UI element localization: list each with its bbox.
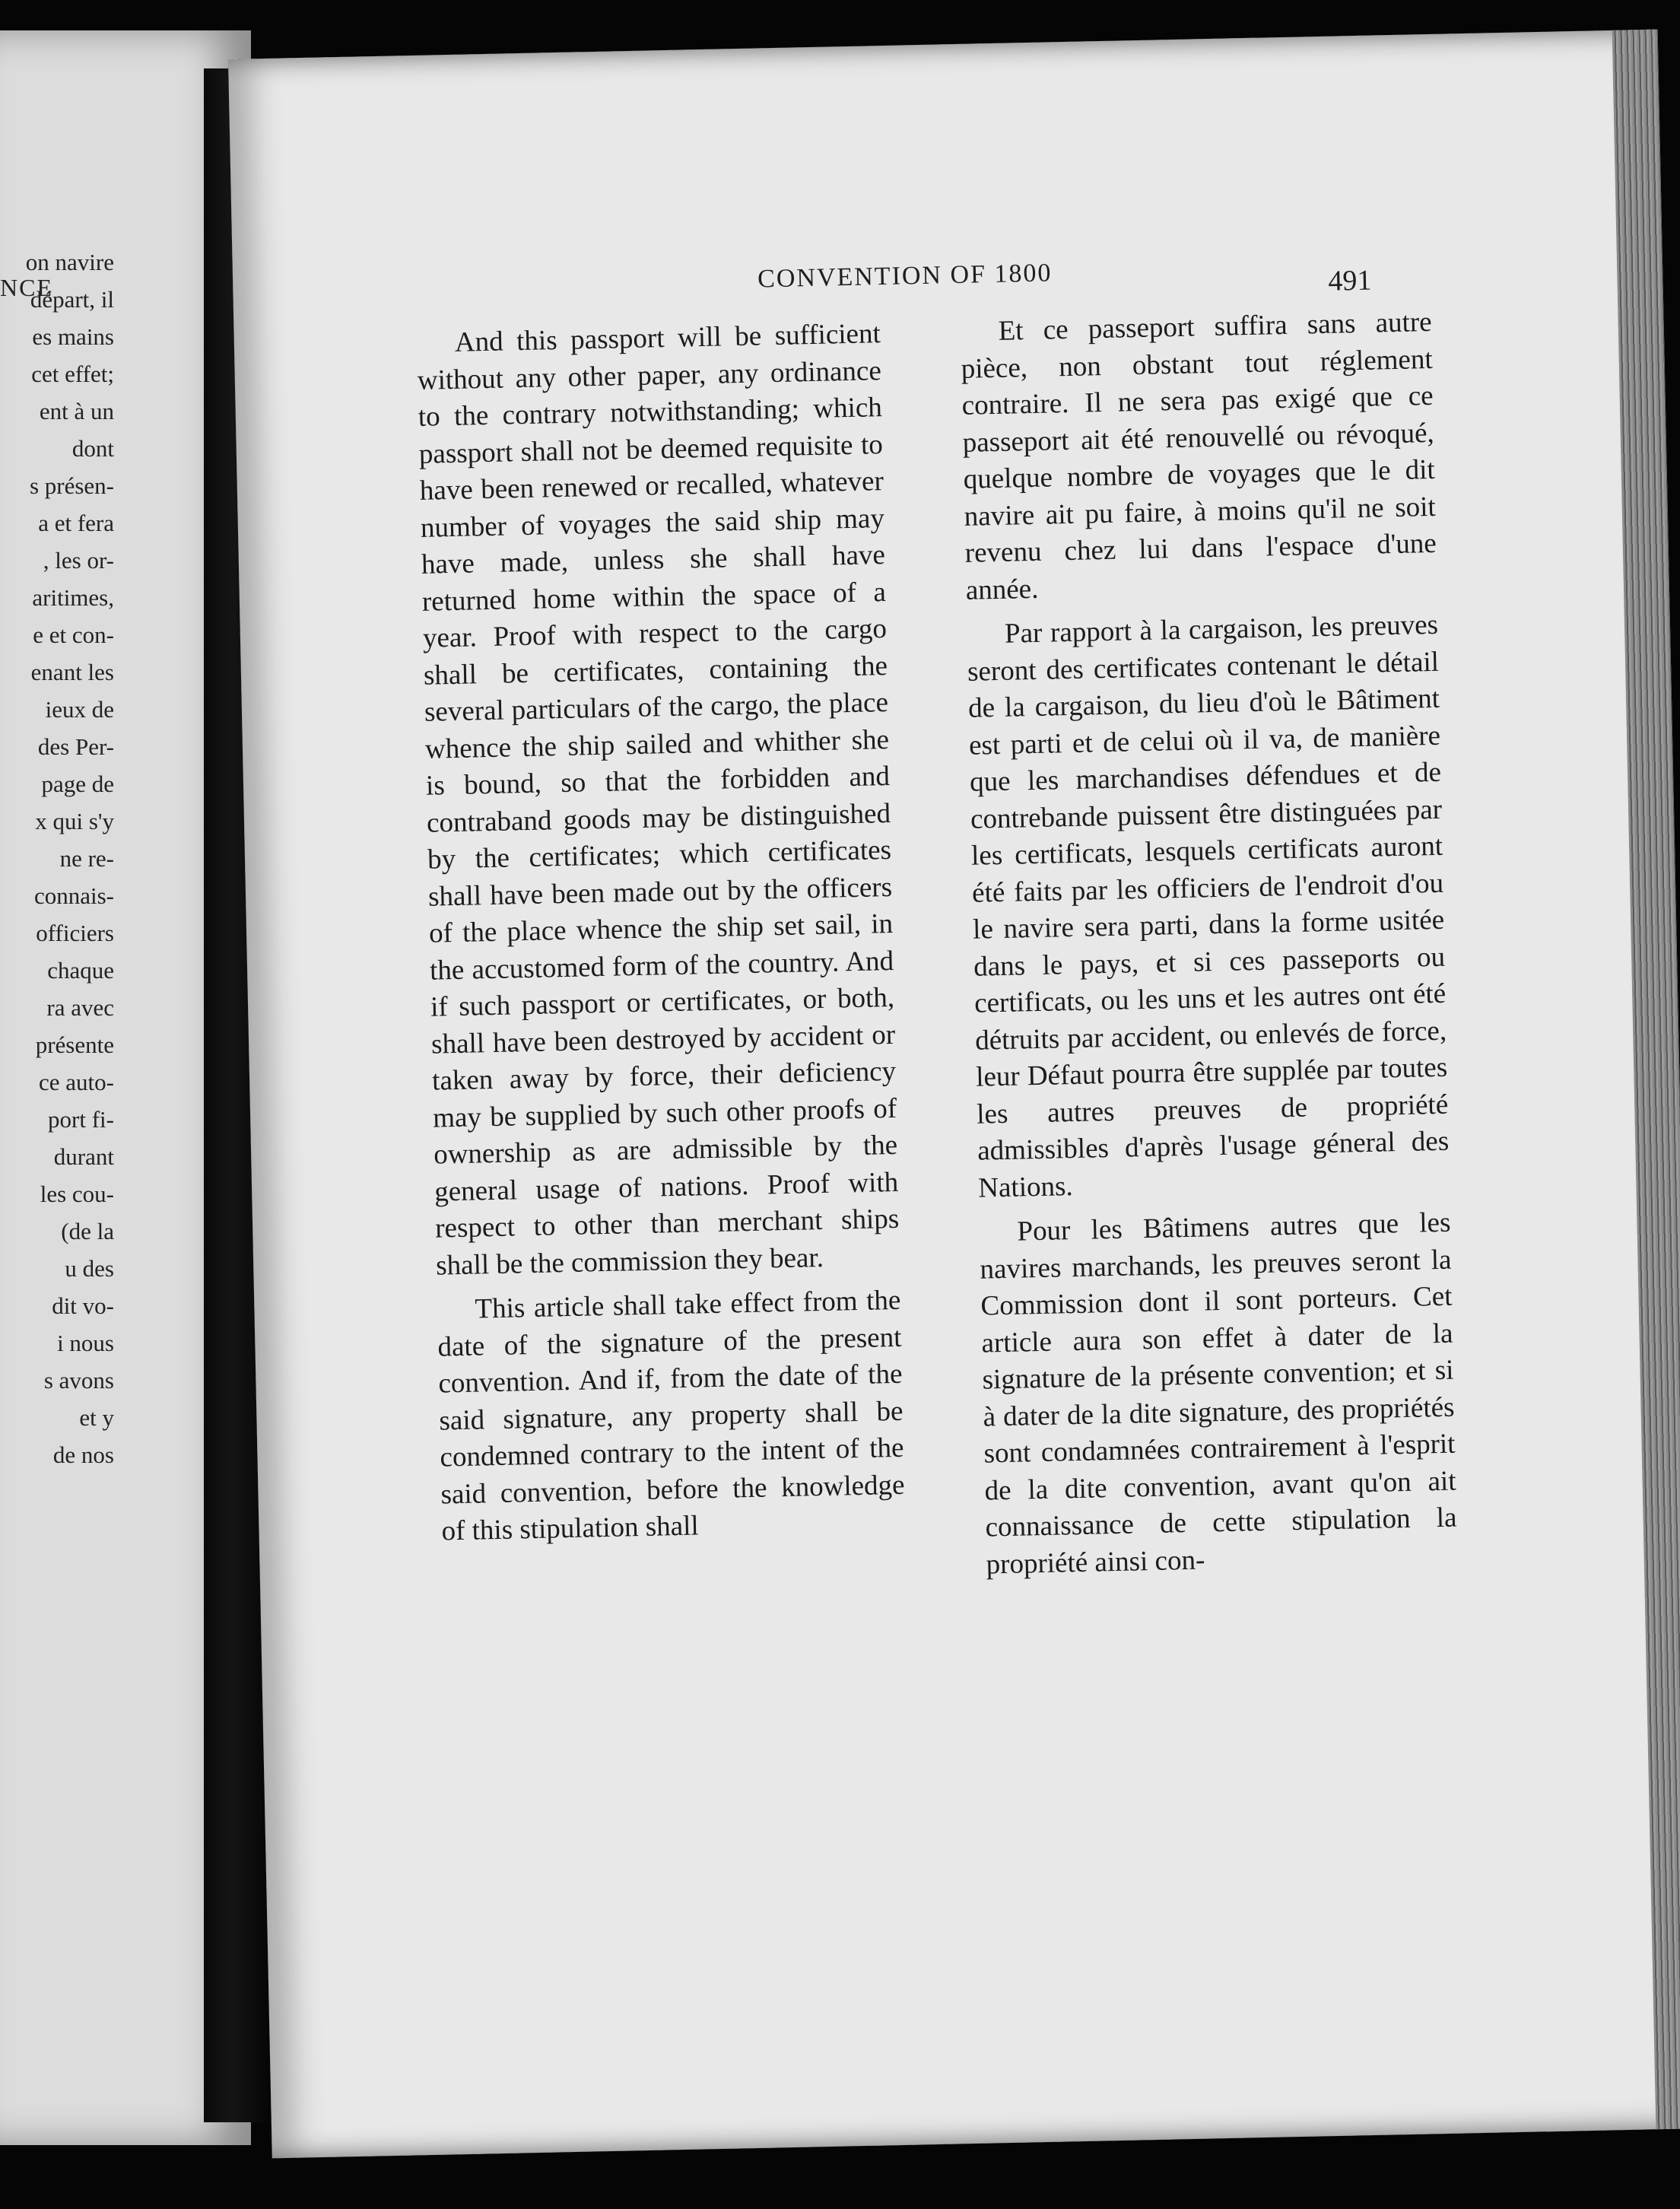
left-page-line: ent à un [39, 398, 114, 424]
left-page-line: présente [35, 1031, 114, 1058]
left-page-line: chaque [47, 957, 114, 984]
left-page-text-fragment [0, 243, 114, 1473]
right-page [228, 30, 1680, 2159]
left-page-line: x qui s'y [35, 808, 114, 834]
left-page-line: page de [41, 771, 114, 797]
left-page-line: enant les [30, 659, 114, 685]
left-page-line: port fi- [48, 1106, 114, 1133]
left-page-line: connais- [33, 882, 114, 909]
left-page-heading: NCE [0, 274, 53, 301]
left-page-line: durant [53, 1143, 114, 1170]
left-page-line: officiers [36, 920, 114, 946]
left-page-line: dit vo- [52, 1292, 114, 1319]
left-page-line: des Per- [37, 733, 114, 760]
left-page-line: a et fera [38, 510, 114, 536]
english-column [416, 316, 906, 1558]
left-page-line: départ, il [30, 286, 114, 313]
french-paragraph: Pour les Bâtimens autres que les navires marchands, les preuves seront la Commission dont il sont porteurs. Cet article aura son effet à dater de la signature de la présente convention; et si à dater de la dite signature, des propriétés sont condamnées contrairement à l'esprit de la dite convention, avant qu'on ait connaissance de cette stipulation la propriété ainsi con- [980, 1206, 1457, 1581]
left-page-line: , les or- [43, 547, 114, 574]
left-page-line: ieux de [45, 696, 114, 723]
french-paragraph: Et ce passeport suffira sans autre pièce, non obstant tout réglement contraire. Il ne sera pas exigé que ce passeport ait été renouvellé ou révoqué, quelque nombre de voyages que le dit navire ait pu faire, à moins qu'il ne soit revenu chez lui dans l'espace d'une année. [961, 306, 1437, 606]
french-column [960, 304, 1458, 1591]
left-page-line: on navire [25, 249, 114, 275]
left-page-line: cet effet; [31, 361, 114, 387]
page-number: 491 [1327, 264, 1372, 297]
left-page-line: ce auto- [39, 1069, 114, 1095]
english-paragraph: And this passport will be sufficient without any other paper, any ordinance to the contrary notwithstanding; which passport shall not be deemed requisite to have been renewed or recalled, whatever number of voyages the said ship may have made, unless she shall have returned home within the space of a year. Proof with respect to the cargo shall be certificates, containing the several particulars of the cargo, the place whence the ship sailed and whither she is bound, so that the forbidden and contraband goods may be distinguished by the certificates; which certificates shall have been made out by the officers of the place whence the ship set sail, in the accustomed form of the country. And if such passport or certificates, or both, shall have been destroyed by accident or taken away by force, their deficiency may be supplied by such other proofs of ownership as are admissible by the general usage of nations. Proof with respect to other than merchant ships shall be the commission they bear. [417, 318, 900, 1282]
left-page-line: u des [65, 1255, 114, 1282]
left-page-line: ne re- [59, 845, 114, 872]
left-page-line: les cou- [40, 1181, 114, 1207]
running-head: CONVENTION OF 1800 [757, 259, 1053, 294]
left-page-line: s présen- [29, 472, 114, 499]
left-page-line: i nous [57, 1330, 114, 1356]
left-page-line: e et con- [33, 621, 114, 648]
left-page-line: dont [71, 435, 114, 462]
left-page-line: et y [79, 1404, 114, 1431]
left-page-line: aritimes, [32, 584, 114, 611]
left-page-line: ra avec [46, 994, 114, 1021]
left-page-line: (de la [61, 1218, 114, 1244]
french-paragraph: Par rapport à la cargaison, les preuves seront des certificates contenant le détail de la cargaison, du lieu d'où le Bâtiment est parti et de celui où il va, de manière que les marchandises défendues et de contrebande puissent être distinguées par les certificats, lesquels certificats auront été faits par les officiers de l'endroit d'ou le navire sera parti, dans la forme usitée dans le pays, et si ces passeports ou certificats, ou les uns et les autres ont été détruits par accident, ou enlevés de force, leur Défaut pourra être supplée par toutes les autres preuves de propriété admissibles d'après l'usage géneral des Nations. [967, 609, 1450, 1204]
left-page-line: s avons [43, 1367, 114, 1394]
english-paragraph: This article shall take effect from the date of the signature of the present convention. And if, from the date of the said signature, any property shall be condemned contrary to the intent of the said convention, before the knowledge of this stipulation shall [437, 1284, 905, 1547]
left-page-line: de nos [52, 1441, 114, 1468]
page-edges [1612, 30, 1680, 2130]
left-page-line: es mains [32, 323, 114, 350]
